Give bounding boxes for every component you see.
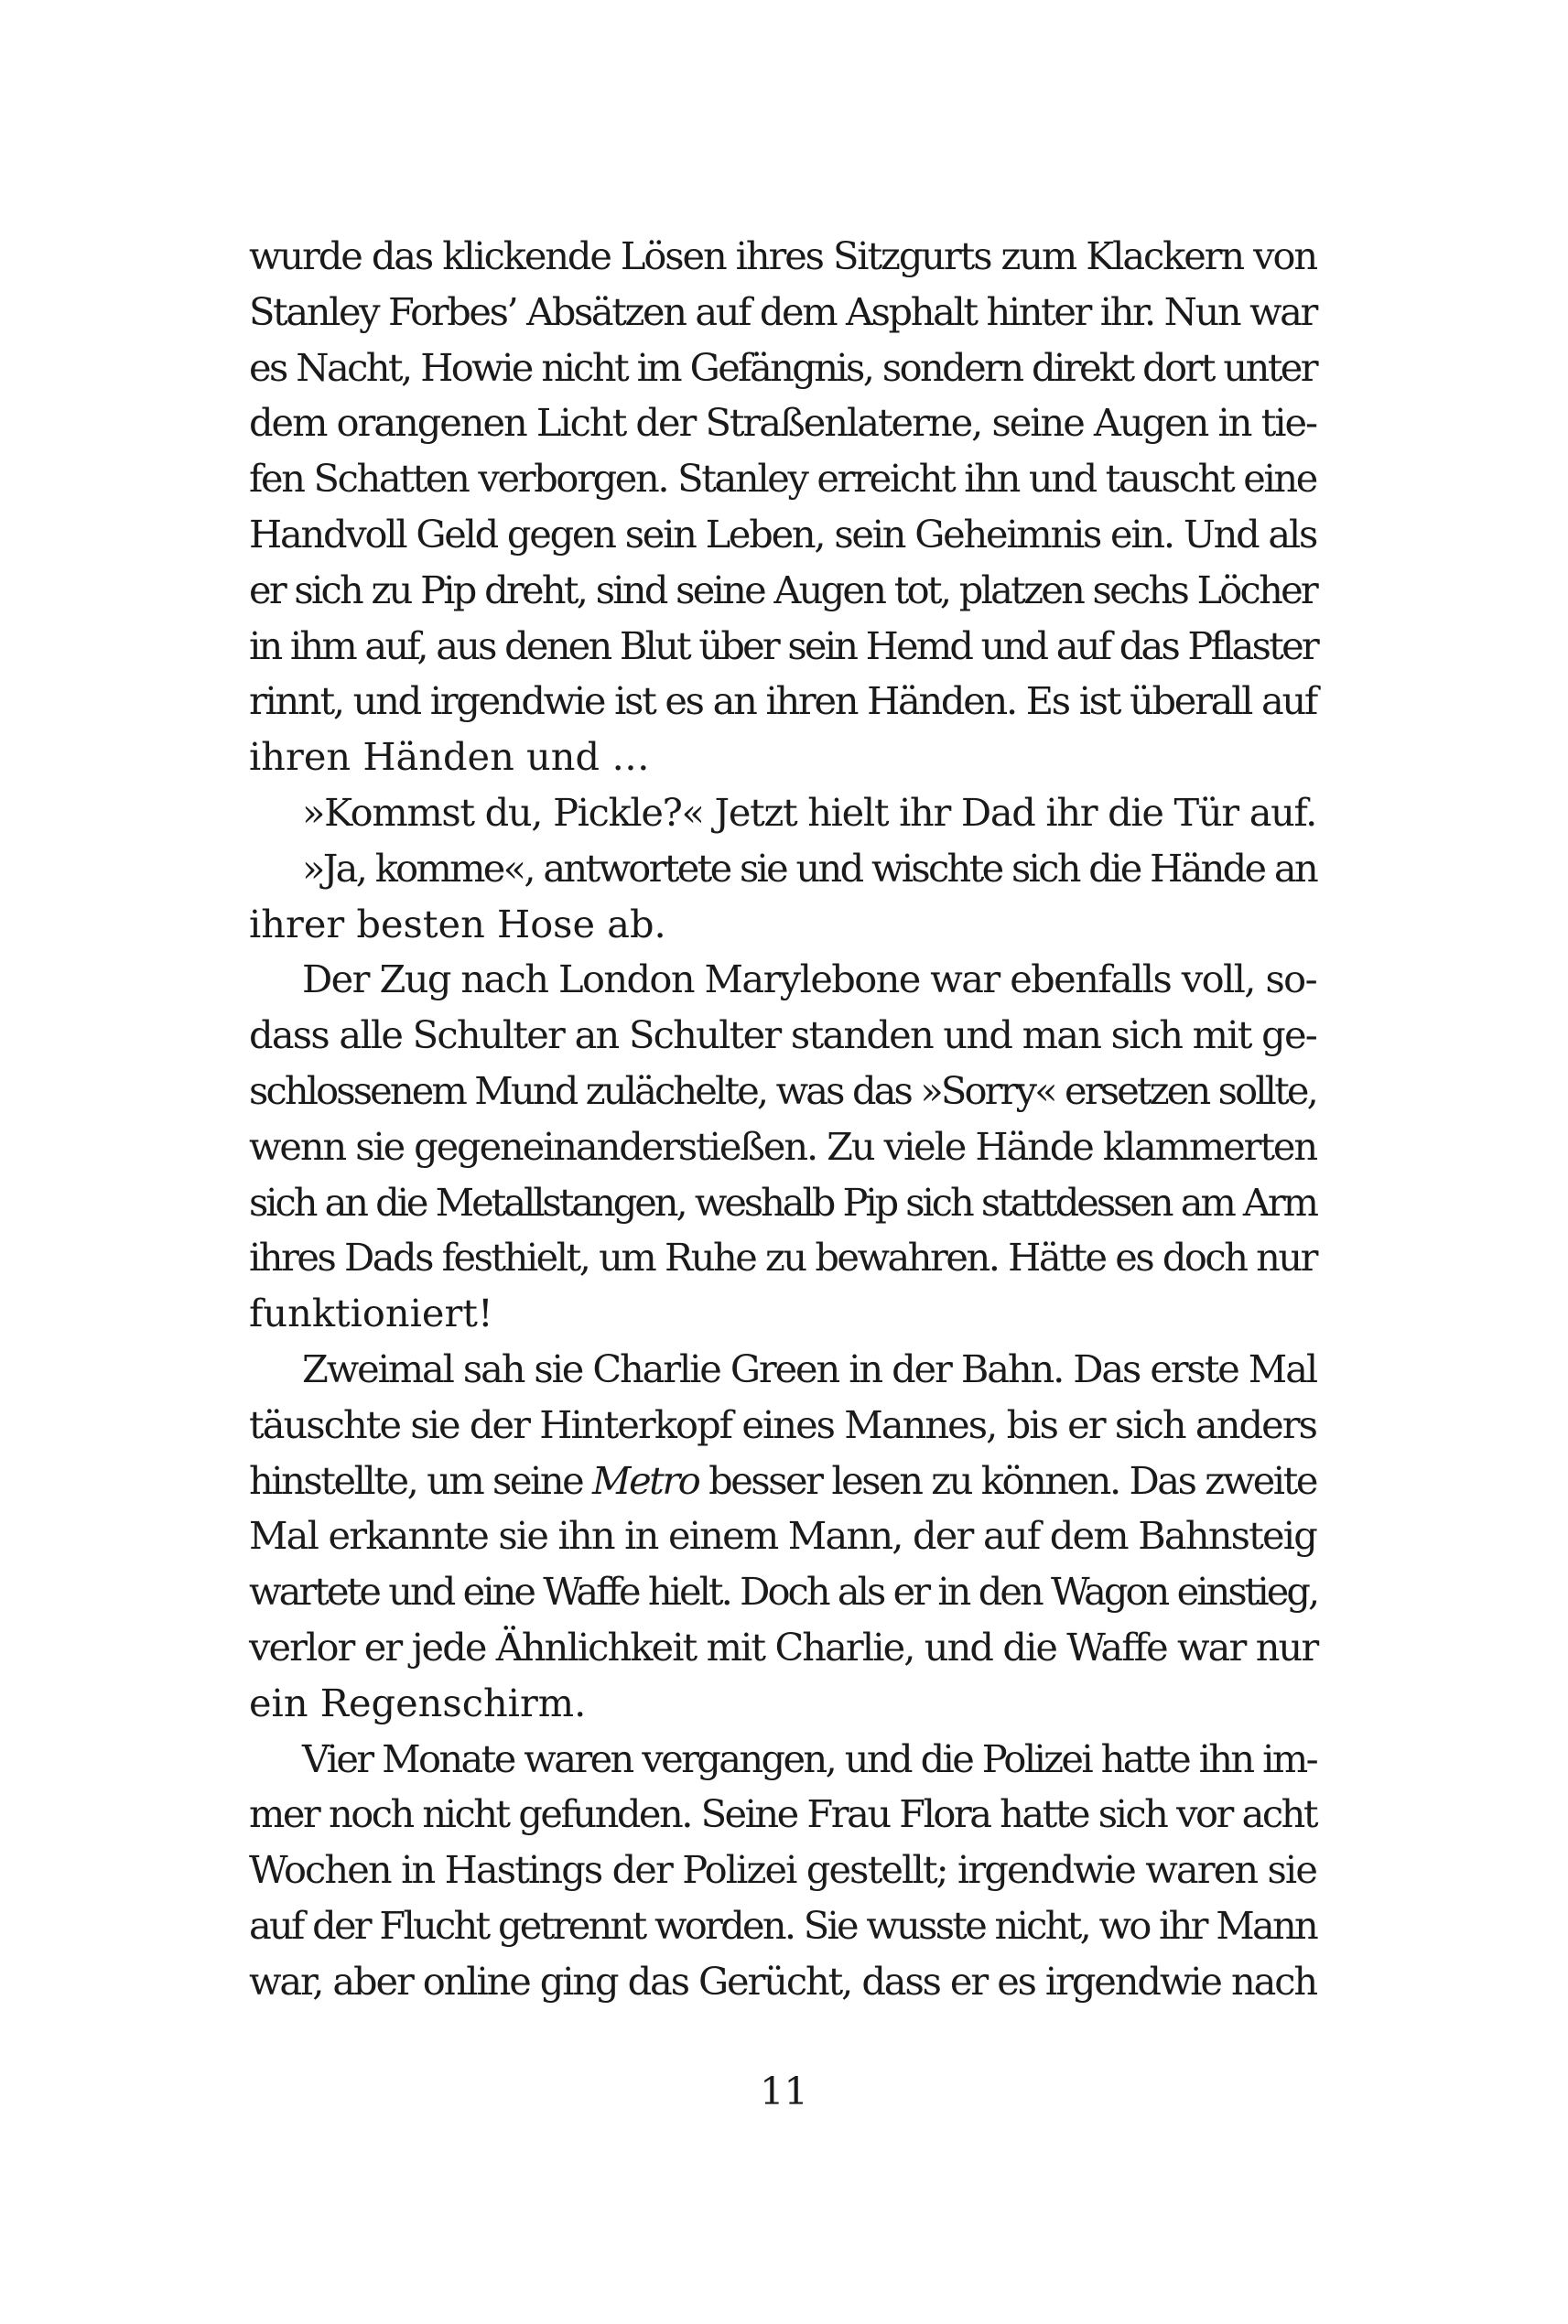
text-line: verlor er jede Ähnlichkeit mit Charlie, und die Waffe war nur <box>249 1624 1318 1670</box>
text-line: es Nacht, Howie nicht im Gefängnis, sondern direkt dort unter <box>249 344 1316 390</box>
text-line: auf der Flucht getrennt worden. Sie wusste nicht, wo ihr Mann <box>249 1902 1316 1948</box>
text-line: fen Schatten verborgen. Stanley erreicht ihn und tauscht eine <box>249 456 1316 502</box>
text-line: Stanley Forbes’ Absätzen auf dem Asphalt hinter ihr. Nun war <box>249 288 1316 334</box>
text-line: rinnt, und irgendwie ist es an ihren Händen. Es ist überall auf <box>249 678 1316 724</box>
text-line: ihrer besten Hose ab. <box>249 901 666 946</box>
text-line: »Kommst du, Pickle?« Jetzt hielt ihr Dad ihr die Tür auf. <box>302 789 1316 835</box>
text-line: täuschte sie der Hinterkopf eines Mannes, bis er sich anders <box>249 1401 1316 1447</box>
text-line: Zweimal sah sie Charlie Green in der Bahn. Das erste Mal <box>302 1346 1316 1391</box>
text-line: sich an die Metallstangen, weshalb Pip sich stattdessen am Arm <box>249 1179 1316 1225</box>
body-text <box>249 229 1316 2010</box>
text-line: mer noch nicht gefunden. Seine Frau Flora hatte sich vor acht <box>249 1791 1317 1837</box>
text-line: in ihm auf, aus denen Blut über sein Hemd und auf das Pflaster <box>249 622 1317 668</box>
text-line: Vier Monate waren vergangen, und die Polizei hatte ihn im- <box>302 1735 1316 1781</box>
text-line: hinstellte, um seine Metro besser lesen zu können. Das zweite <box>249 1457 1316 1503</box>
text-line: Wochen in Hastings der Polizei gestellt; irgendwie waren sie <box>249 1847 1316 1893</box>
text-line: funktioniert! <box>249 1291 493 1336</box>
text-line: war, aber online ging das Gerücht, dass er es irgendwie nach <box>249 1958 1316 2004</box>
text-line: Handvoll Geld gegen sein Leben, sein Geheimnis ein. Und als <box>249 511 1317 557</box>
text-line: ein Regenschirm. <box>249 1680 587 1725</box>
text-line: er sich zu Pip dreht, sind seine Augen tot, platzen sechs Löcher <box>249 567 1316 612</box>
text-line: ihren Händen und … <box>249 734 650 780</box>
text-line: schlossenem Mund zulächelte, was das »Sorry« ersetzen sollte, <box>249 1067 1316 1113</box>
text-line: wenn sie gegeneinanderstießen. Zu viele Hände klammerten <box>249 1123 1316 1169</box>
text-line: dem orangenen Licht der Straßenlaterne, seine Augen in tie- <box>249 400 1316 446</box>
text-line: dass alle Schulter an Schulter standen und man sich mit ge- <box>249 1012 1317 1058</box>
text-line: ihres Dads festhielt, um Ruhe zu bewahren. Hätte es doch nur <box>249 1235 1316 1281</box>
text-line: wartete und eine Waffe hielt. Doch als er in den Wagon einstieg, <box>249 1569 1318 1615</box>
text-line: »Ja, komme«, antwortete sie und wischte sich die Hände an <box>302 845 1316 891</box>
text-line: wurde das klickende Lösen ihres Sitzgurts zum Klackern von <box>249 233 1316 278</box>
text-line: Der Zug nach London Marylebone war ebenfalls voll, so- <box>302 957 1316 1002</box>
page-number: 11 <box>760 2069 808 2113</box>
text-line: Mal erkannte sie ihn in einem Mann, der auf dem Bahnsteig <box>249 1513 1317 1559</box>
italic-title: Metro <box>592 1457 699 1503</box>
